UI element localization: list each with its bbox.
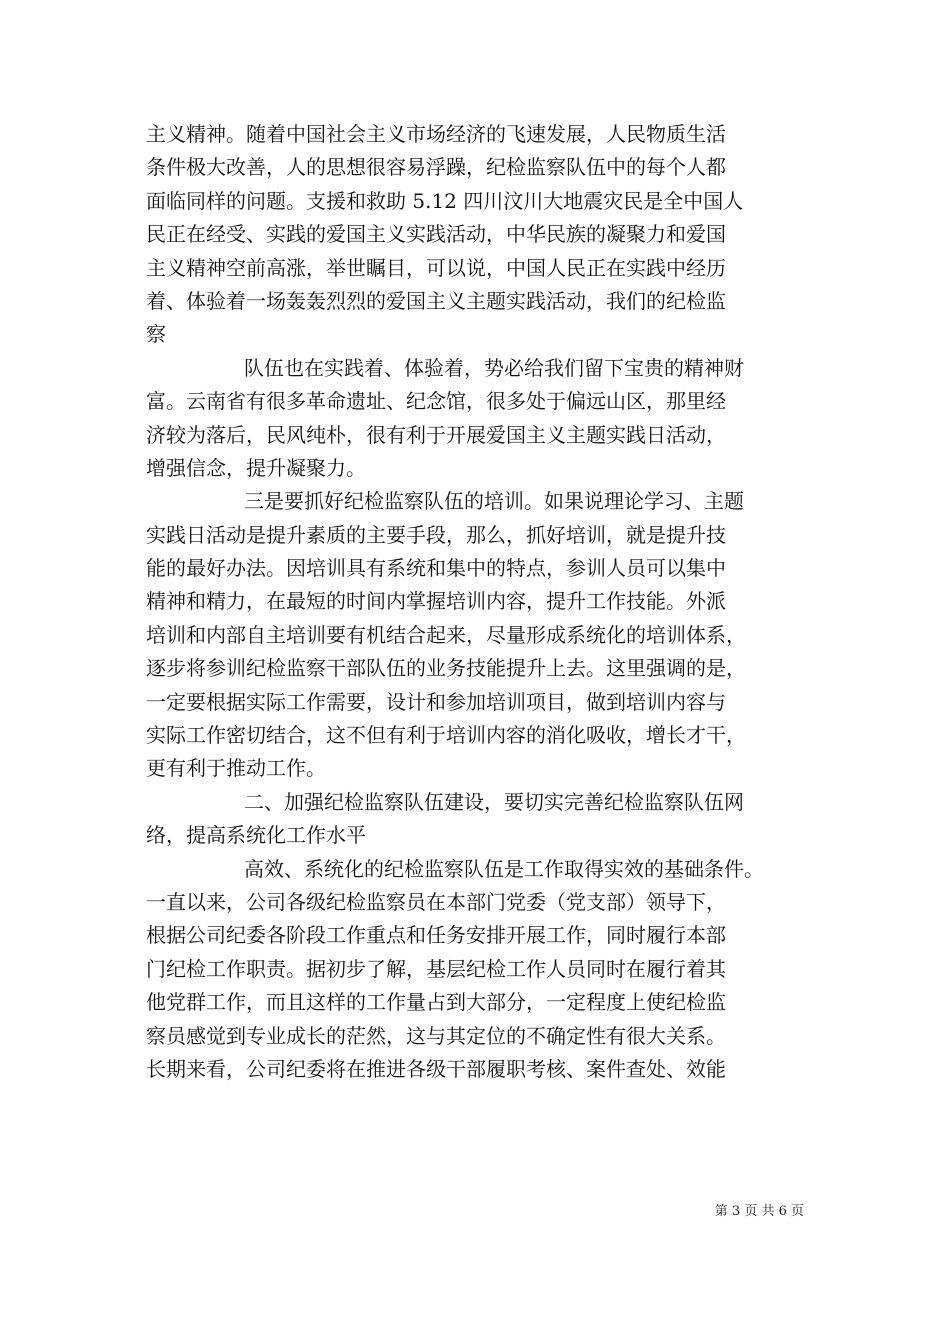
text-line: 培训和内部自主培训要有机结合起来，尽量形成系统化的培训体系， — [146, 622, 746, 647]
text-line: 富。云南省有很多革命遗址、纪念馆，很多处于偏远山区，那里经 — [146, 389, 726, 414]
section-heading-line: 络，提高系统化工作水平 — [146, 823, 366, 848]
body-text — [146, 118, 822, 1086]
text-line: 门纪检工作职责。据初步了解，基层纪检工作人员同时在履行着其 — [146, 956, 726, 981]
page-number-footer: 第 3 页 共 6 页 — [714, 1204, 804, 1219]
text-line: 察员感觉到专业成长的茫然，这与其定位的不确定性有很大关系。 — [146, 1023, 726, 1048]
text-line: 能的最好办法。因培训具有系统和集中的特点，参训人员可以集中 — [146, 556, 726, 581]
text-line: 精神和精力，在最短的时间内掌握培训内容，提升工作技能。外派 — [146, 589, 726, 614]
text-line: 察 — [146, 322, 166, 347]
text-line: 更有利于推动工作。 — [146, 756, 326, 781]
text-line: 主义精神空前高涨，举世瞩目，可以说，中国人民正在实践中经历 — [146, 255, 726, 280]
text-line: 根据公司纪委各阶段工作重点和任务安排开展工作，同时履行本部 — [146, 923, 726, 948]
text-line: 实践日活动是提升素质的主要手段，那么，抓好培训，就是提升技 — [146, 522, 726, 547]
text-line: 长期来看，公司纪委将在推进各级干部履职考核、案件查处、效能 — [146, 1056, 726, 1081]
text-line: 着、体验着一场轰轰烈烈的爱国主义主题实践活动，我们的纪检监 — [146, 288, 726, 313]
text-line: 条件极大改善，人的思想很容易浮躁，纪检监察队伍中的每个人都 — [146, 155, 726, 180]
text-line: 实际工作密切结合，这不但有利于培训内容的消化吸收，增长才干， — [146, 723, 746, 748]
text-line: 济较为落后，民风纯朴，很有利于开展爱国主义主题实践日活动， — [146, 422, 726, 447]
text-line: 一直以来，公司各级纪检监察员在本部门党委（党支部）领导下， — [146, 889, 726, 914]
text-line: 民正在经受、实践的爱国主义实践活动，中华民族的凝聚力和爱国 — [146, 222, 726, 247]
paragraph-start-line: 高效、系统化的纪检监察队伍是工作取得实效的基础条件。 — [244, 856, 764, 881]
text-line: 他党群工作，而且这样的工作量占到大部分，一定程度上使纪检监 — [146, 990, 726, 1015]
text-line: 面临同样的问题。支援和救助 5.12 四川汶川大地震灾民是全中国人 — [146, 188, 744, 213]
text-line: 逐步将参训纪检监察干部队伍的业务技能提升上去。这里强调的是， — [146, 656, 746, 681]
text-line: 增强信念，提升凝聚力。 — [146, 455, 366, 480]
text-line: 一定要根据实际工作需要，设计和参加培训项目，做到培训内容与 — [146, 689, 726, 714]
paragraph-start-line: 三是要抓好纪检监察队伍的培训。如果说理论学习、主题 — [244, 489, 744, 514]
paragraph-start-line: 队伍也在实践着、体验着，势必给我们留下宝贵的精神财 — [244, 355, 744, 380]
section-heading-line: 二、加强纪检监察队伍建设，要切实完善纪检监察队伍网 — [244, 789, 744, 814]
text-line: 主义精神。随着中国社会主义市场经济的飞速发展，人民物质生活 — [146, 122, 726, 146]
